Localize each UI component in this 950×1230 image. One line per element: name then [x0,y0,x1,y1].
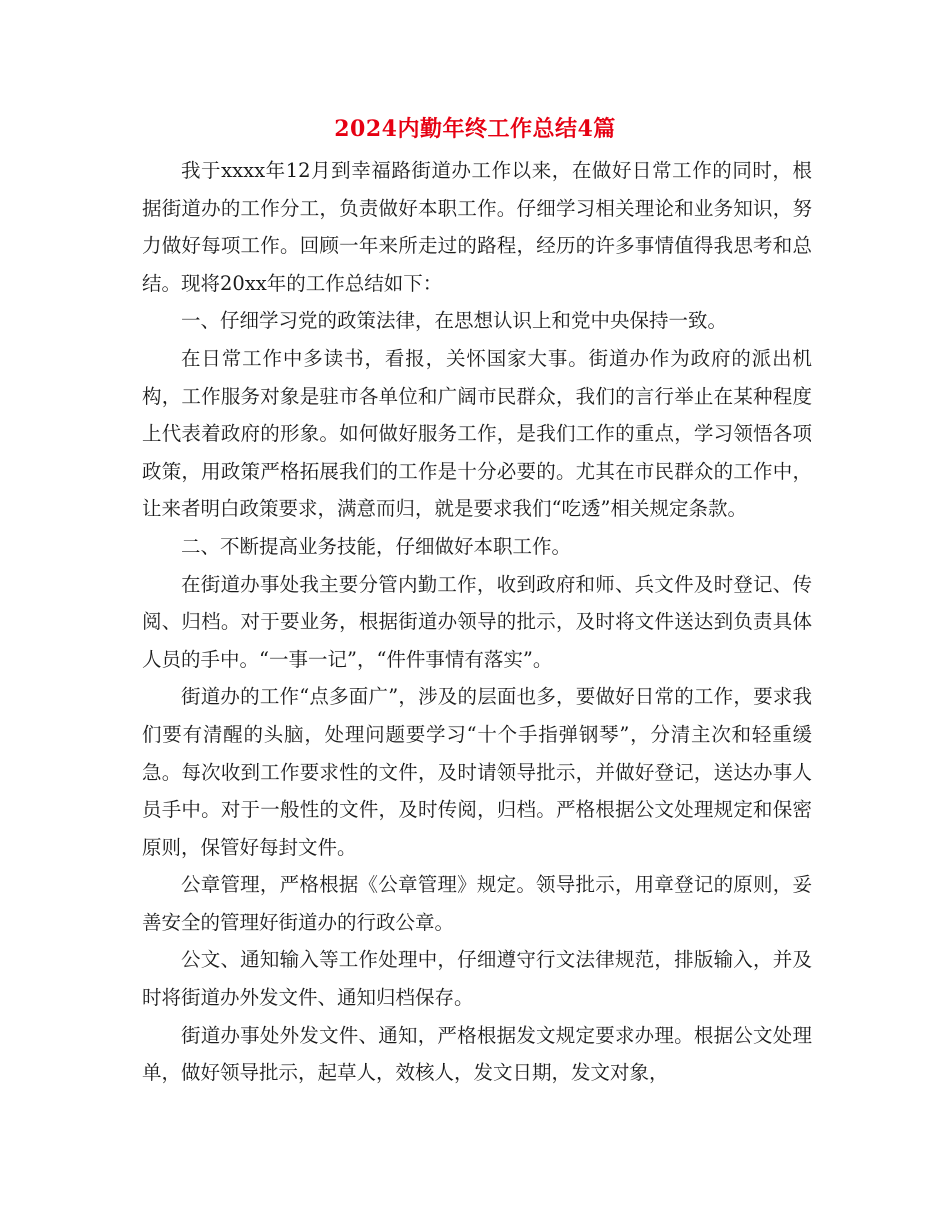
document-title: 2024内勤年终工作总结4篇 [334,116,616,142]
paragraph-outgoing-documents: 街道办事处外发文件、通知，严格根据发文规定要求办理。根据公文处理单，做好领导批示，起草人，效核人，发文日期，发文对象， [142,1023,812,1085]
paragraph-intro: 我于xxxx年12月到幸福路街道办工作以来，在做好日常工作的同时，根据街道办的工作分工，负责做好本职工作。仔细学习相关理论和业务知识，努力做好每项工作。回顾一年来所走过的路程，经历的许多事情值得我思考和总结。现将20xx年的工作总结如下： [142,159,812,295]
paragraph-section-1: 在日常工作中多读书，看报，关怀国家大事。街道办作为政府的派出机构，工作服务对象是驻市各单位和广阔市民群众，我们的言行举止在某种程度上代表着政府的形象。如何做好服务工作，是我们工作的重点，学习领悟各项政策，用政策严格拓展我们的工作是十分必要的。尤其在市民群众的工作中，让来者明白政策要求，满意而归，就是要求我们“吃透”相关规定条款。 [142,346,812,521]
paragraph-seal-management: 公章管理，严格根据《公章管理》规定。领导批示，用章登记的原则，妥善安全的管理好街道办的行政公章。 [142,873,812,934]
paragraph-document-input: 公文、通知输入等工作处理中，仔细遵守行文法律规范，排版输入，并及时将街道办外发文件、通知归档保存。 [142,948,812,1010]
paragraph-internal-work: 在街道办事处我主要分管内勤工作，收到政府和师、兵文件及时登记、传阅、归档。对于要业务，根据街道办领导的批示，及时将文件送达到负责具体人员的手中。“一事一记”，“件件事情有落实”。 [142,572,812,671]
section-heading-2: 二、不断提高业务技能，仔细做好本职工作。 [181,534,572,558]
section-heading-1: 一、仔细学习党的政策法律，在思想认识上和党中央保持一致。 [181,309,728,333]
paragraph-daily-work: 街道办的工作“点多面广”，涉及的层面也多，要做好日常的工作，要求我们要有清醒的头脑，处理问题要学习“十个手指弹钢琴”，分清主次和轻重缓急。每次收到工作要求性的文件，及时请领导批示，并做好登记，送达办事人员手中。对于一般性的文件，及时传阅，归档。严格根据公文处理规定和保密原则，保管好每封文件。 [142,685,812,859]
document-body [142,152,812,1092]
